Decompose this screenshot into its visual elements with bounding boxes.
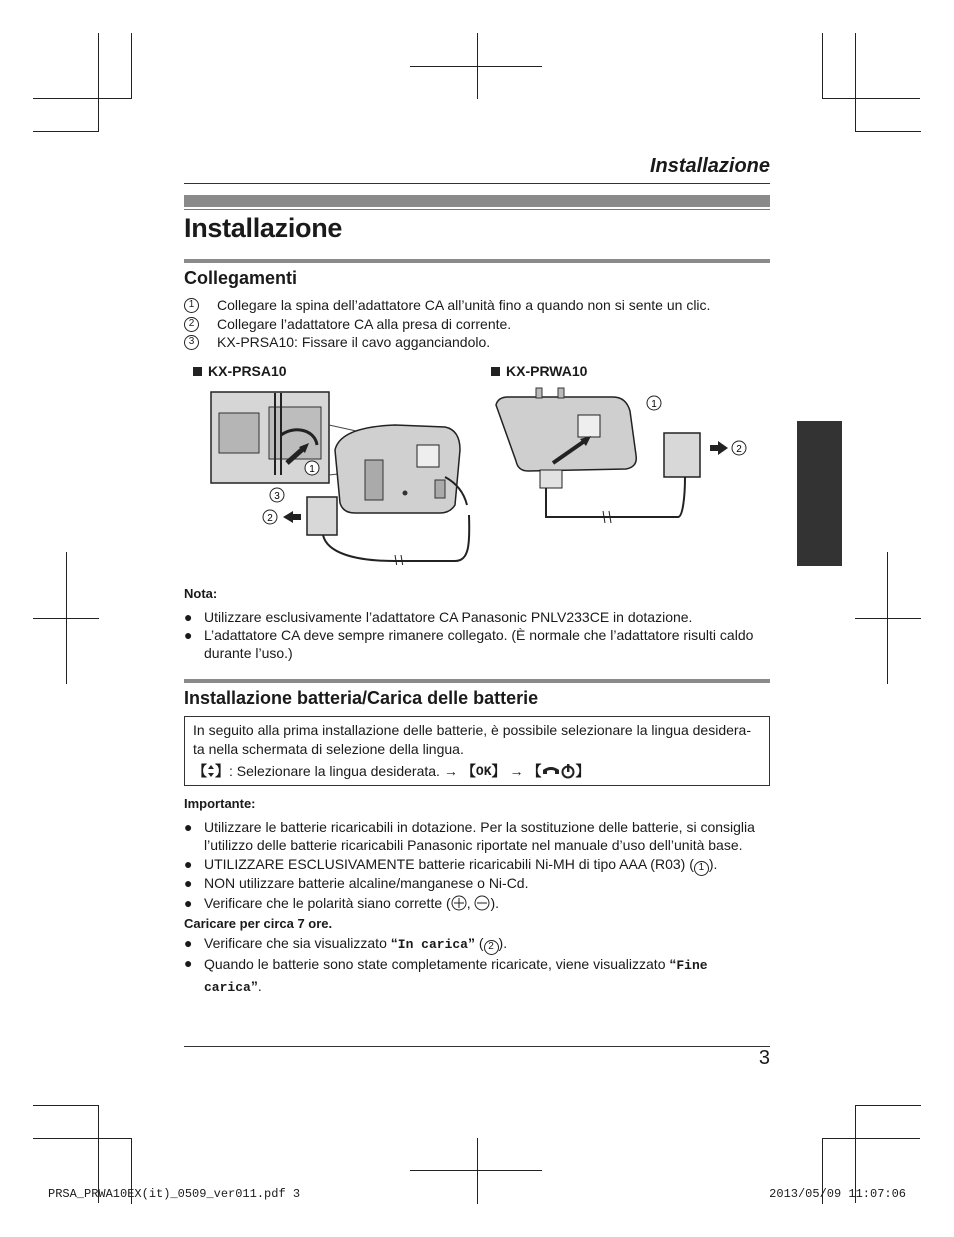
nota-item: ● L’adattatore CA deve sempre rimanere collegato. (È normale che l’adattatore risulti caldo durante l’uso.) <box>184 627 754 661</box>
bullet-icon: ● <box>184 856 193 872</box>
display-text: In carica <box>397 937 468 952</box>
ac-adapter <box>664 433 700 477</box>
page-number: 3 <box>758 1047 770 1069</box>
bullet-icon: ● <box>184 895 193 911</box>
step-text: Collegare la spina dell’adattatore CA all’unità fino a quando non si sente un clic. <box>217 297 711 313</box>
thin-rule <box>184 209 770 210</box>
heading-collegamenti: Collegamenti <box>184 268 298 288</box>
bullet-icon: ● <box>184 609 193 625</box>
inline-number: 1 <box>694 861 709 876</box>
model-label-prsa10: KX-PRSA10 <box>193 363 287 379</box>
inline-number: 2 <box>484 940 499 955</box>
side-tab <box>797 421 842 566</box>
step-text: KX-PRSA10: Fissare il cavo agganciandolo. <box>217 334 491 350</box>
footer-timestamp: 2013/05/09 11:07:06 <box>769 1187 906 1201</box>
nota-item: ● Utilizzare esclusivamente l’adattatore CA Panasonic PNLV233CE in dotazione. <box>184 609 693 625</box>
base-unit <box>335 425 460 513</box>
key-bracket: 【 <box>461 763 476 779</box>
callout-1-label: 1 <box>309 464 315 475</box>
step-text: Collegare l’adattatore CA alla presa di corrente. <box>217 316 512 332</box>
model-label-prwa10: KX-PRWA10 <box>491 363 587 379</box>
step-3 <box>184 334 490 350</box>
key-bracket: 】 <box>491 763 506 779</box>
footer-filename: PRSA_PRWA10EX(it)_0509_ver011.pdf 3 <box>48 1187 301 1201</box>
arrow-left-icon <box>293 514 301 520</box>
crop-mark <box>410 1170 542 1171</box>
box-text: In seguito alla prima installazione delle batterie, è possibile selezionare la lingua desidera- <box>193 722 751 738</box>
up-down-icon <box>207 764 215 778</box>
crop-mark <box>33 98 131 99</box>
crop-mark <box>98 33 99 131</box>
display-text: Fine carica <box>204 958 708 995</box>
crop-mark <box>822 98 920 99</box>
square-bullet-icon <box>193 367 202 376</box>
crop-mark <box>33 131 99 132</box>
crop-mark <box>855 131 921 132</box>
base-jack <box>417 445 439 467</box>
plug <box>540 470 562 488</box>
crop-mark <box>822 33 823 99</box>
step-2 <box>184 316 511 332</box>
bullet-icon: ● <box>184 955 193 971</box>
arrow-right-icon: → <box>443 763 458 779</box>
page-title: Installazione <box>184 213 343 243</box>
diagram-prwa10 <box>488 385 758 525</box>
key-bracket: 【 <box>527 763 542 779</box>
base-slot <box>435 480 445 498</box>
arrow-right-icon <box>718 441 728 455</box>
base-slot <box>365 460 383 500</box>
wall-jack <box>578 415 600 437</box>
callout-3-label: 3 <box>274 491 280 502</box>
section-bar <box>184 195 770 207</box>
step-number: 3 <box>184 335 199 350</box>
caricare-label: Caricare per circa 7 ore. <box>184 916 333 931</box>
key-bracket: 】 <box>215 763 229 779</box>
nota-label: Nota: <box>184 586 218 601</box>
crop-mark <box>131 33 132 99</box>
arrow-left-icon <box>283 511 293 523</box>
arrow-right-icon: → <box>509 763 524 779</box>
wall-clip <box>558 388 564 398</box>
arrow-right-icon <box>710 445 718 451</box>
callout-2-label: 2 <box>267 513 273 524</box>
adapter-cable <box>546 477 685 517</box>
instruction-text: : Selezionare la lingua desiderata. <box>229 763 440 779</box>
key-bracket: 】 <box>575 763 590 779</box>
crop-mark <box>855 1105 921 1106</box>
plus-polarity-icon <box>451 895 467 911</box>
box-text: ta nella schermata di selezione della lingua. <box>193 741 464 757</box>
crop-mark <box>477 1138 478 1204</box>
header-rule <box>184 183 770 184</box>
crop-mark <box>33 1138 131 1139</box>
callout-2-label: 2 <box>736 444 742 455</box>
importante-item: ● NON utilizzare batterie alcaline/manganese o Ni-Cd. <box>184 875 529 891</box>
crop-mark <box>33 1105 99 1106</box>
running-header: Installazione <box>649 155 770 177</box>
importante-label: Importante: <box>184 796 256 811</box>
base-screw <box>403 491 408 496</box>
crop-mark <box>410 66 542 67</box>
ok-key: OK <box>475 763 492 779</box>
bullet-icon: ● <box>184 819 193 835</box>
section-rule <box>184 679 770 683</box>
inset-socket <box>219 413 259 453</box>
crop-mark <box>66 552 67 684</box>
step-number: 1 <box>184 298 199 313</box>
box-instruction <box>193 761 590 781</box>
importante-item: ● UTILIZZARE ESCLUSIVAMENTE batterie ricaricabili Ni-MH di tipo AAA (R03) ( 1 ). <box>184 855 770 876</box>
language-box <box>184 716 770 786</box>
callout-1-label: 1 <box>651 399 657 410</box>
ac-adapter <box>307 497 337 535</box>
importante-item: ● Utilizzare le batterie ricaricabili in dotazione. Per la sostituzione delle batterie, si consiglia l’utilizzo delle batterie ricaricabili Panasonic riportate nel manuale d’uso dell’unità base. <box>184 819 755 853</box>
heading-batteria: Installazione batteria/Carica delle batterie <box>184 688 539 708</box>
crop-mark <box>855 33 856 131</box>
bullet-icon: ● <box>184 627 193 643</box>
diagram-prsa10 <box>205 385 480 565</box>
caricare-item: ● Quando le batterie sono state completamente ricaricate, viene visualizzato “Fine carica”. <box>184 955 708 995</box>
minus-polarity-icon <box>474 895 490 911</box>
bullet-icon: ● <box>184 935 193 951</box>
wall-unit <box>496 397 636 471</box>
footer-rule <box>184 1046 770 1047</box>
square-bullet-icon <box>491 367 500 376</box>
key-bracket: 【 <box>193 763 207 779</box>
bullet-icon: ● <box>184 875 193 891</box>
off-power-icon <box>542 763 576 779</box>
crop-mark <box>855 618 921 619</box>
step-1 <box>184 297 710 313</box>
step-number: 2 <box>184 317 199 332</box>
section-rule <box>184 259 770 263</box>
inset-cradle <box>269 407 321 459</box>
crop-mark <box>477 33 478 99</box>
wall-clip <box>536 388 542 398</box>
importante-item: ● Verificare che le polarità siano corrette ( , ). <box>184 895 500 911</box>
crop-mark <box>887 552 888 684</box>
caricare-item: ● Verificare che sia visualizzato “In carica” ( 2 ). <box>184 934 770 955</box>
crop-mark <box>822 1138 920 1139</box>
adapter-cable <box>323 515 469 561</box>
